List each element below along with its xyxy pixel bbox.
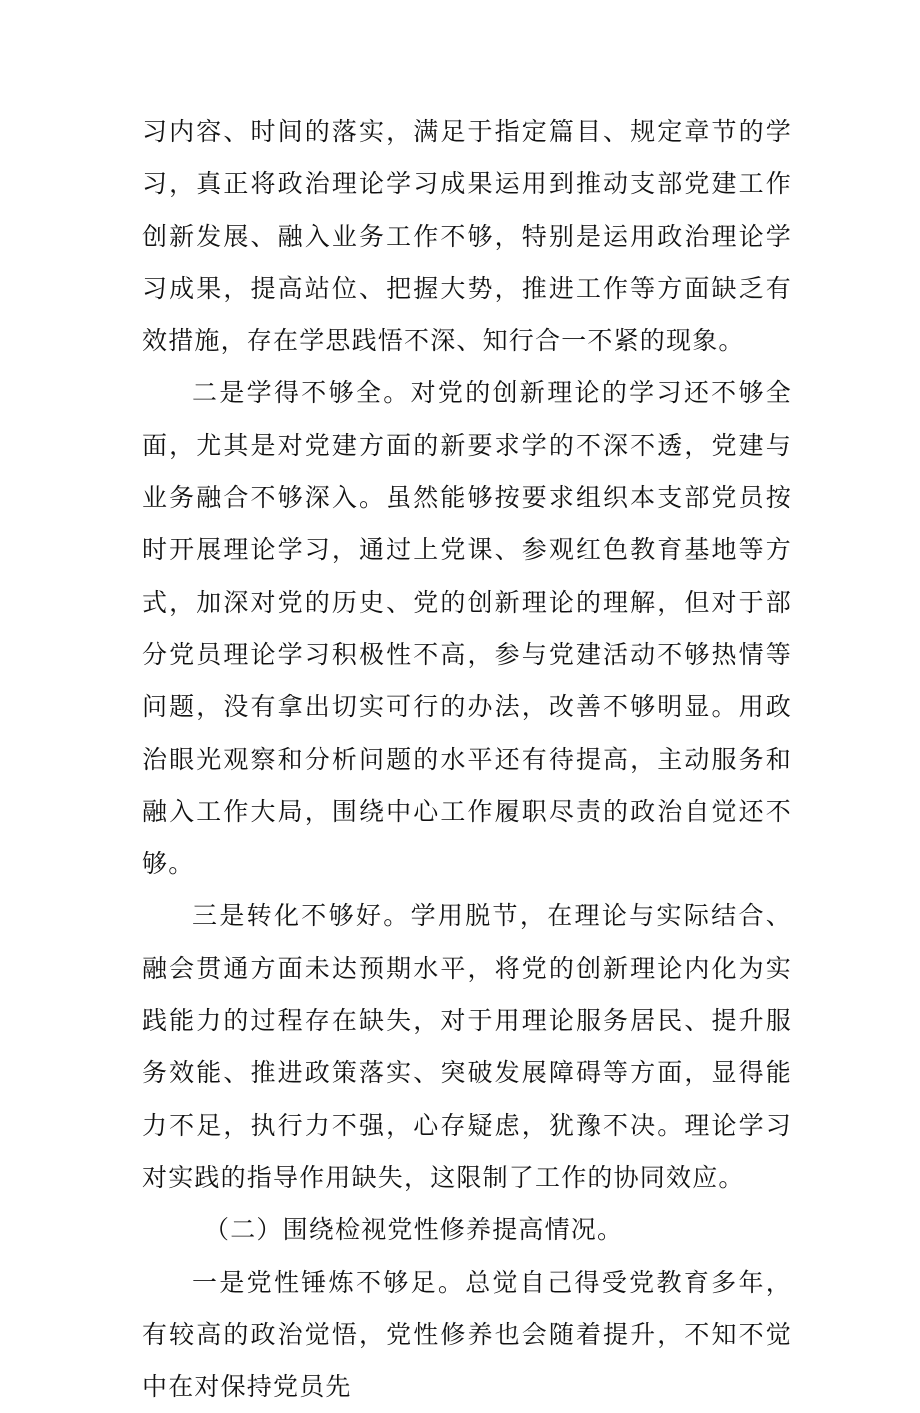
paragraph-point-three: 三是转化不够好。学用脱节，在理论与实际结合、融会贯通方面未达预期水平，将党的创新理论内化为实践能力的过程存在缺失，对于用理论服务居民、提升服务效能、推进政策落实、突破发展障碍等方面，显得能力不足，执行力不强，心存疑虑，犹豫不决。理论学习对实践的指导作用缺失，这限制了工作的协同效应。	[142, 901, 792, 1192]
paragraph-point-two: 二是学得不够全。对党的创新理论的学习还不够全面，尤其是对党建方面的新要求学的不深不透，党建与业务融合不够深入。虽然能够按要求组织本支部党员按时开展理论学习，通过上党课、参观红色教育基地等方式，加深对党的历史、党的创新理论的理解，但对于部分党员理论学习积极性不高，参与党建活动不够热情等问题，没有拿出切实可行的办法，改善不够明显。用政治眼光观察和分析问题的水平还有待提高，主动服务和融入工作大局，围绕中心工作履职尽责的政治自觉还不够。	[142, 378, 792, 879]
document-body	[142, 106, 792, 1413]
paragraph-party-spirit: 一是党性锤炼不够足。总觉自己得受党教育多年，有较高的政治觉悟，党性修养也会随着提升，不知不觉中在对保持党员先	[142, 1267, 792, 1402]
section-heading: （二）围绕检视党性修养提高情况。	[204, 1215, 624, 1245]
paragraph-continuation: 习内容、时间的落实，满足于指定篇目、规定章节的学习，真正将政治理论学习成果运用到推动支部党建工作创新发展、融入业务工作不够，特别是运用政治理论学习成果，提高站位、把握大势，推进工作等方面缺乏有效措施，存在学思践悟不深、知行合一不紧的现象。	[142, 117, 792, 356]
